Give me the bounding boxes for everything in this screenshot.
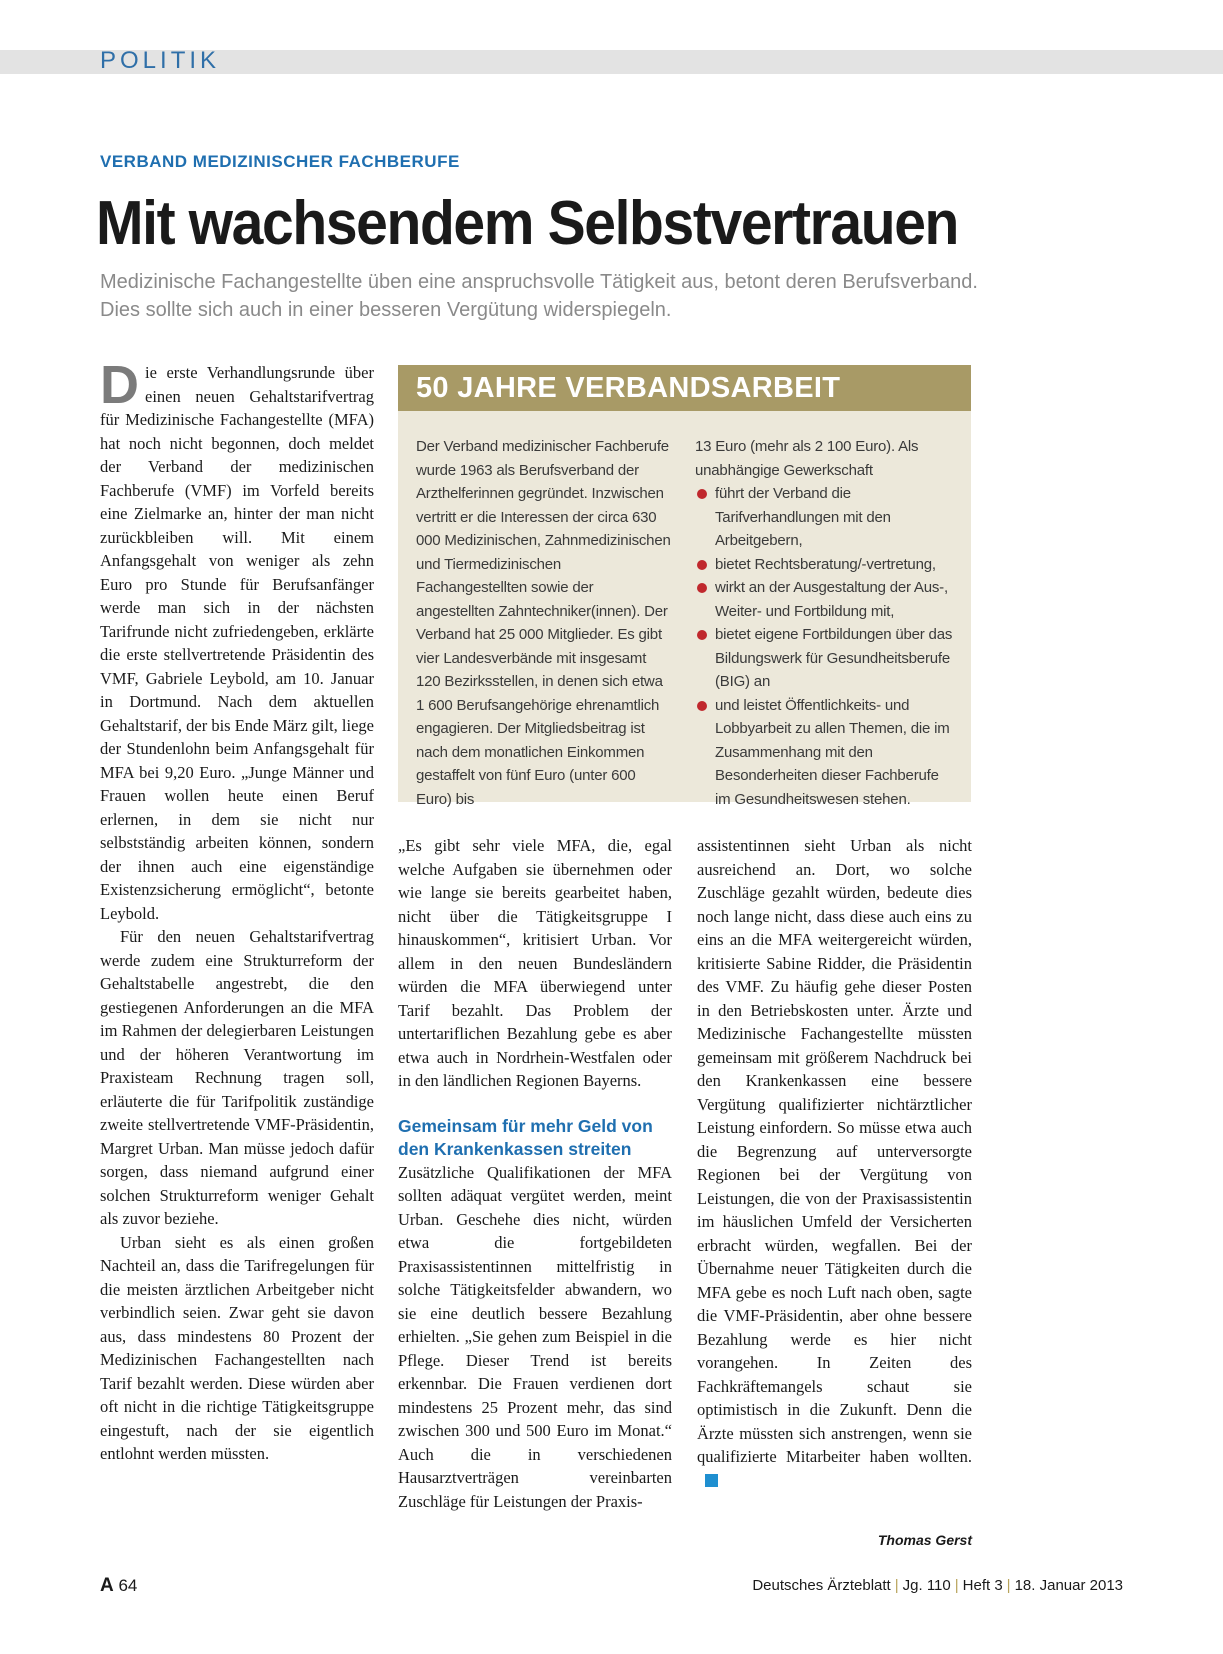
article-column-2 (398, 834, 672, 1513)
bullet-icon (697, 630, 707, 640)
article-kicker: VERBAND MEDIZINISCHER FACHBERUFE (100, 152, 460, 171)
journal-date: 18. Januar 2013 (1014, 1577, 1123, 1594)
article-lead: Medizinische Fachangestellte üben eine anspruchsvolle Tätigkeit aus, betont deren Berufsverband. Dies sollte sich auch in einer besseren Vergütung widerspiegeln. (100, 271, 978, 321)
bullet-icon (697, 583, 707, 593)
bullet-icon (697, 560, 707, 570)
page-prefix: A (100, 1575, 114, 1596)
end-of-article-icon (705, 1474, 718, 1487)
dropcap: D (100, 355, 139, 415)
list-item (695, 576, 957, 623)
info-box-column-left (416, 435, 671, 811)
paragraph: Zusätzliche Qualifikationen der MFA sollten adäquat vergütet werden, meint Urban. Geschehe dies nicht, würden etwa die fortgebildeten Praxisassistentinnen mittelfristig in solche Tätigkeitsfelder abwandern, wo sie eine deutlich bessere Bezahlung erhielten. „Sie gehen zum Beispiel in die Pflege. Dieser Trend ist bereits erkennbar. Die Frauen verdienen dort mindestens 25 Prozent mehr, das sind zwischen 300 und 500 Euro im Monat.“ Auch die in verschiedenen Hausarztverträgen vereinbarten Zuschläge für Leistungen der Praxis- (398, 1162, 672, 1511)
list-item (695, 623, 957, 694)
info-box-column-right (695, 435, 957, 811)
list-item-text: führt der Verband die Tarifverhandlungen mit den Arbeitgebern, (715, 485, 891, 549)
info-box (398, 365, 971, 808)
info-box-text: 13 Euro (mehr als 2 100 Euro). Als unabhängige Gewerkschaft (695, 438, 919, 479)
bullet-icon (697, 489, 707, 499)
list-item-text: bietet eigene Fortbildungen über das Bildungswerk für Gesundheitsberufe (BIG) an (715, 626, 953, 690)
article-column-3 (697, 834, 972, 1492)
footer-separator: | (894, 1577, 899, 1594)
journal-volume: Jg. 110 (902, 1577, 951, 1594)
journal-footer (752, 1577, 1123, 1594)
paragraph-text: ie erste Verhandlungsrunde über einen neuen Gehaltstarifvertrag für Medizinische Fachangestellte (MFA) hat noch nicht begonnen, doch meldet der Verband der medizinischen Fachberufe (VMF) im Vorfeld bereits eine Zielmarke an, hinter der man nicht zurückbleiben will. Mit einem Anfangsgehalt von weniger als zehn Euro pro Stunde für Berufsanfänger werde man sich in der nächsten Tarifrunde nicht zufriedengeben, erklärte die erste stellvertretende Präsidentin des VMF, Gabriele Leybold, am 10. Januar in Dortmund. Nach dem aktuellen Gehaltstarif, der bis Ende März gilt, liege der Stundenlohn beim Anfangsgehalt für MFA bei 9,20 Euro. „Junge Männer und Frauen wollen heute einen Beruf erlernen, in dem sie nicht nur selbstständig arbeiten können, sondern der ihnen auch eine eigenständige Existenzsicherung ermöglicht“, betonte Leybold. (100, 363, 374, 923)
article-subheading: Gemeinsam für mehr Geld von den Krankenkassen streiten (398, 1115, 653, 1159)
list-item (695, 553, 957, 577)
article-headline: Mit wachsendem Selbstvertrauen (96, 189, 959, 258)
paragraph: „Es gibt sehr viele MFA, die, egal welche Aufgaben sie übernehmen oder wie lange sie bereits gearbeitet haben, nicht über die Tätigkeitsgruppe I hinauskommen“, kritisiert Urban. Vor allem in den neuen Bundesländern würden die MFA überwiegend unter Tarif bezahlt. Das Problem der untertariflichen Bezahlung gebe es aber etwa auch in Nordrhein-Westfalen oder in den ländlichen Regionen Bayerns. (398, 836, 672, 1090)
list-item-text: bietet Rechtsberatung/-vertretung, (715, 555, 936, 573)
info-box-title: 50 JAHRE VERBANDSARBEIT (398, 365, 971, 411)
info-box-bullet-list (695, 482, 957, 811)
paragraph: Für den neuen Gehaltstarifvertrag werde zudem eine Strukturreform der Gehaltstabelle angestrebt, die den gestiegenen Anforderungen an die MFA im Rahmen der delegierbaren Leistungen und der höheren Verantwortung im Praxisteam Rechnung tragen soll, erläuterte die für Tarifpolitik zuständige zweite stellvertretende VMF-Präsidentin, Margret Urban. Man müsse jedoch dafür sorgen, dass niemand aufgrund einer solchen Strukturreform weniger Gehalt als zuvor beziehe. (100, 927, 374, 1228)
footer-separator: | (1006, 1577, 1011, 1594)
journal-name: Deutsches Ärzteblatt (752, 1577, 891, 1594)
list-item (695, 694, 957, 812)
page-number-value: 64 (118, 1576, 138, 1595)
paragraph (697, 834, 972, 1492)
list-item-text: wirkt an der Ausgestaltung der Aus-, Weiter- und Fortbildung mit, (715, 579, 948, 620)
article-author: Thomas Gerst (877, 1532, 972, 1548)
paragraph: Urban sieht es als einen großen Nachteil an, dass die Tarifregelungen für die meisten ärztlichen Arbeitgeber nicht verbindlich seien. Zwar geht sie davon aus, dass mindestens 80 Prozent der Medizinischen Fachangestellten nach Tarif bezahlt werden. Diese würden aber oft nicht in die richtige Tätigkeitsgruppe eingestuft, nach der sie eigentlich entlohnt werden müssten. (100, 1232, 374, 1463)
article-column-1 (100, 355, 374, 1466)
list-item-text: und leistet Öffentlichkeits- und Lobbyarbeit zu allen Themen, die im Zusammenhang mit den Besonderheiten dieser Fachberufe im Gesundheitswesen stehen. (715, 696, 950, 808)
paragraph-text: assistentinnen sieht Urban als nicht ausreichend an. Dort, wo solche Zuschläge gezahlt würden, bedeute dies noch lange nicht, dass diese auch eins zu eins an die MFA weitergereicht würden, kritisierte Sabine Ridder, die Präsidentin des VMF. Zu häufig gehe dieser Posten in den Betriebskosten unter. Ärzte und Medizinische Fachangestellte müssten gemeinsam mit größerem Nachdruck bei den Krankenkassen eine bessere Vergütung qualifizierter nichtärztlicher Leistung einfordern. So müsse etwa auch die Begrenzung auf unterversorgte Regionen bei der Vergütung von Leistungen, die von der Praxisassistentin im häuslichen Umfeld der Versicherten erbracht würden, wegfallen. Bei der Übernahme neuer Tätigkeiten durch die MFA gebe es noch Luft nach oben, sagte die VMF-Präsidentin, aber ohne bessere Bezahlung werde es hier nicht vorangehen. In Zeiten des Fachkräftemangels schaut sie optimistisch in die Zukunft. Denn die Ärzte müssten sich anstrengen, wenn sie qualifizierte Mitarbeiter haben wollten. (697, 836, 972, 1466)
bullet-icon (697, 701, 707, 711)
list-item (695, 482, 957, 553)
info-box-text: Der Verband medizinischer Fachberufe wurde 1963 als Berufsverband der Arzthelferinnen gegründet. Inzwischen vertritt er die Interessen der circa 630 000 Medizinischen, Zahnmedizinischen und Tiermedizinischen Fachangestellten sowie der angestellten Zahntechniker(innen). Der Verband hat 25 000 Mitglieder. Es gibt vier Landesverbände mit insgesamt 120 Bezirksstellen, in denen sich etwa 1 600 Berufsangehörige ehrenamtlich engagieren. Der Mitgliedsbeitrag ist nach dem monatlichen Einkommen gestaffelt von fünf Euro (unter 600 Euro) bis (416, 438, 671, 808)
page-number (100, 1575, 137, 1597)
footer-separator: | (954, 1577, 959, 1594)
paragraph (100, 355, 374, 925)
journal-issue: Heft 3 (962, 1577, 1003, 1594)
section-label: POLITIK (100, 47, 221, 74)
